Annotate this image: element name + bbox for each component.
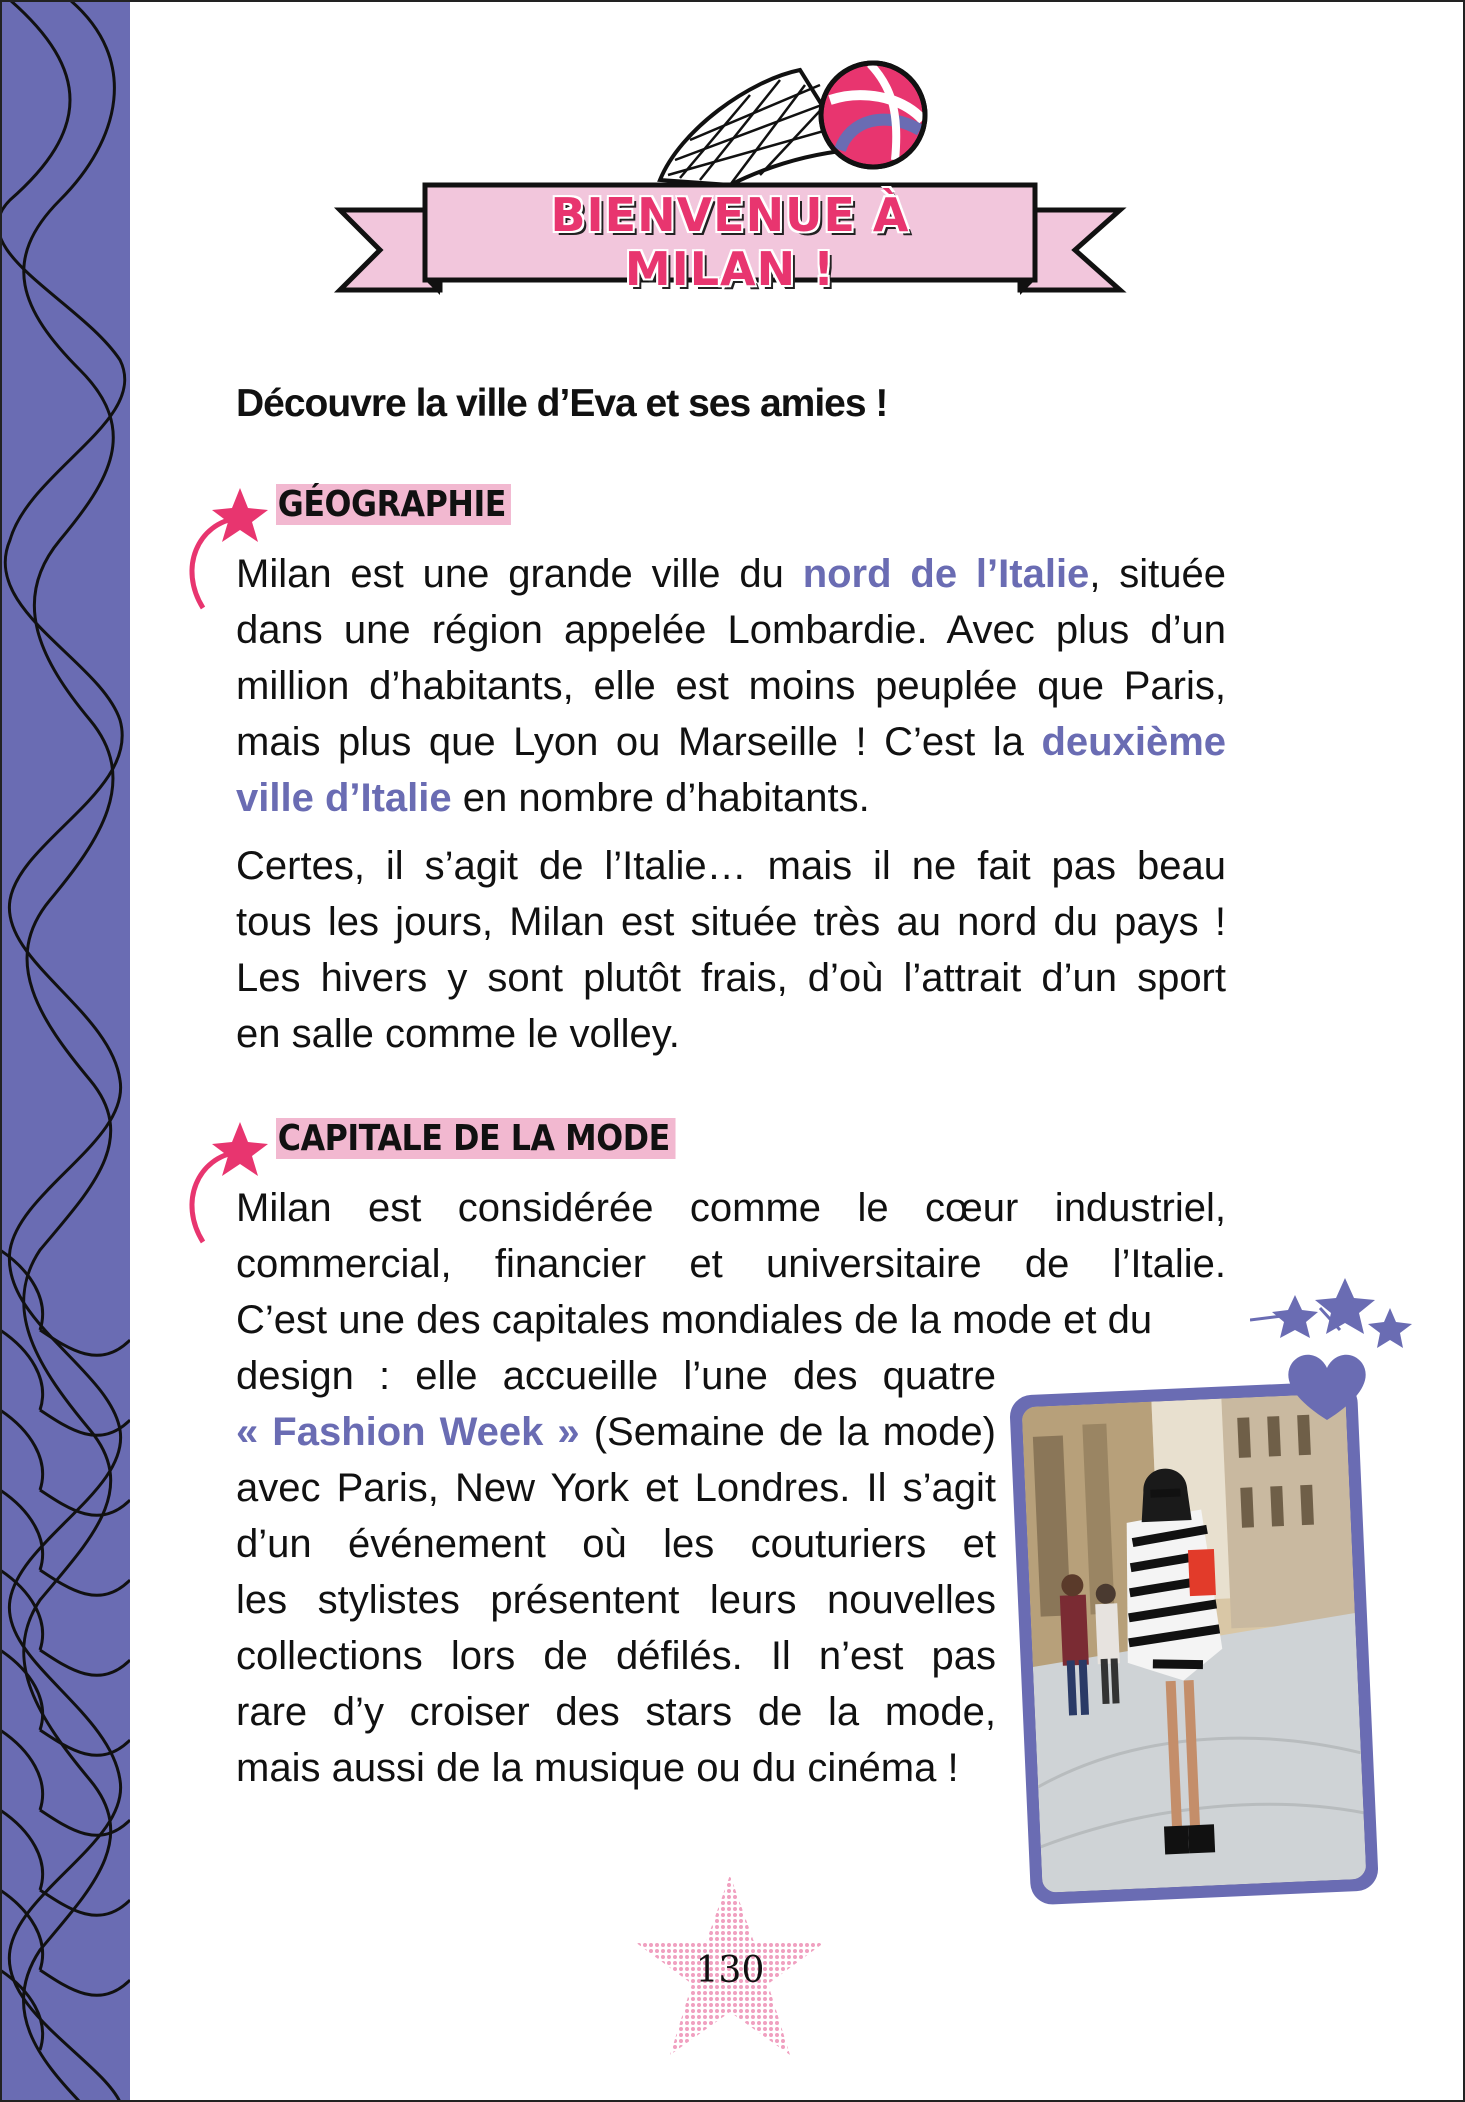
highlight-text: nord de l’Italie [802,552,1090,596]
fashion-photo [1009,1381,1379,1906]
text-line [236,770,1226,826]
body-text: en nombre d’habitants. [451,776,870,820]
body-text: collections lors de défilés. Il n’est pas [236,1634,996,1678]
text-line [236,1236,1226,1292]
paragraph-geographie-1 [236,546,1226,826]
body-text: tous les jours, Milan est située très au nord du pays ! [236,900,1226,944]
text-line [236,1348,996,1404]
volleyball-icon [821,63,925,167]
body-text: mais aussi de la musique ou du cinéma ! [236,1746,959,1790]
highlight-text: ville d’Italie [236,776,452,820]
text-line [236,1684,996,1740]
body-text: commercial, financier et universitaire de l’Italie. [236,1242,1226,1286]
body-text: , située [1089,552,1227,596]
street-photo-icon [1022,1393,1367,1893]
text-line [236,1006,1226,1062]
body-text: les stylistes présentent leurs nouvelles [236,1578,996,1622]
highlight-text: deuxième [1041,720,1226,764]
body-text: rare d’y croiser des stars de la mode, [236,1690,996,1734]
paragraph-capitale-1 [236,1180,1226,1348]
text-line [236,658,1226,714]
body-text: million d’habitants, elle est moins peuplée que Paris, [236,664,1226,708]
paragraph-capitale-2 [236,1348,996,1796]
body-text: Les hivers y sont plutôt frais, d’où l’attrait d’un sport [236,956,1226,1000]
text-line [236,1292,1226,1348]
paragraph-geographie-2 [236,838,1226,1062]
text-line [236,1628,996,1684]
body-text: dans une région appelée Lombardie. Avec plus d’un [236,608,1226,652]
text-line [236,1516,996,1572]
body-text: avec Paris, New York et Londres. Il s’agit [236,1466,996,1510]
body-text: mais plus que Lyon ou Marseille ! C’est la [236,720,1042,764]
body-text: en salle comme le volley. [236,1012,680,1056]
body-text: Milan est considérée comme le cœur industriel, [236,1186,1226,1230]
page-number: 130 [695,1950,765,1991]
body-text: Certes, il s’agit de l’Italie… mais il ne fait pas beau [236,844,1226,888]
net-pattern-icon [0,0,130,2102]
section-heading-geographie: GÉOGRAPHIE [276,484,511,525]
text-line [236,546,1226,602]
text-line [236,602,1226,658]
body-text: (Semaine de la mode) [579,1410,996,1454]
body-text: Milan est une grande ville du [236,552,803,596]
text-line [236,950,1226,1006]
heart-icon [1282,1348,1372,1428]
text-line [236,1460,996,1516]
text-line [236,838,1226,894]
highlight-text: « Fashion Week » [236,1410,580,1454]
side-net-strip [0,0,130,2102]
body-text: design : elle accueille l’une des quatre [236,1354,996,1398]
text-line [236,894,1226,950]
text-line [236,714,1226,770]
intro-text: Découvre la ville d’Eva et ses amies ! [236,382,888,425]
text-line [236,1180,1226,1236]
text-line [236,1740,996,1796]
page-title: BIENVENUE À MILAN ! [550,188,910,296]
section-heading-capitale: CAPITALE DE LA MODE [276,1118,675,1159]
text-line [236,1572,996,1628]
body-text: d’un événement où les couturiers et [236,1522,996,1566]
text-line [236,1404,996,1460]
body-text: C’est une des capitales mondiales de la mode et du [236,1298,1153,1342]
